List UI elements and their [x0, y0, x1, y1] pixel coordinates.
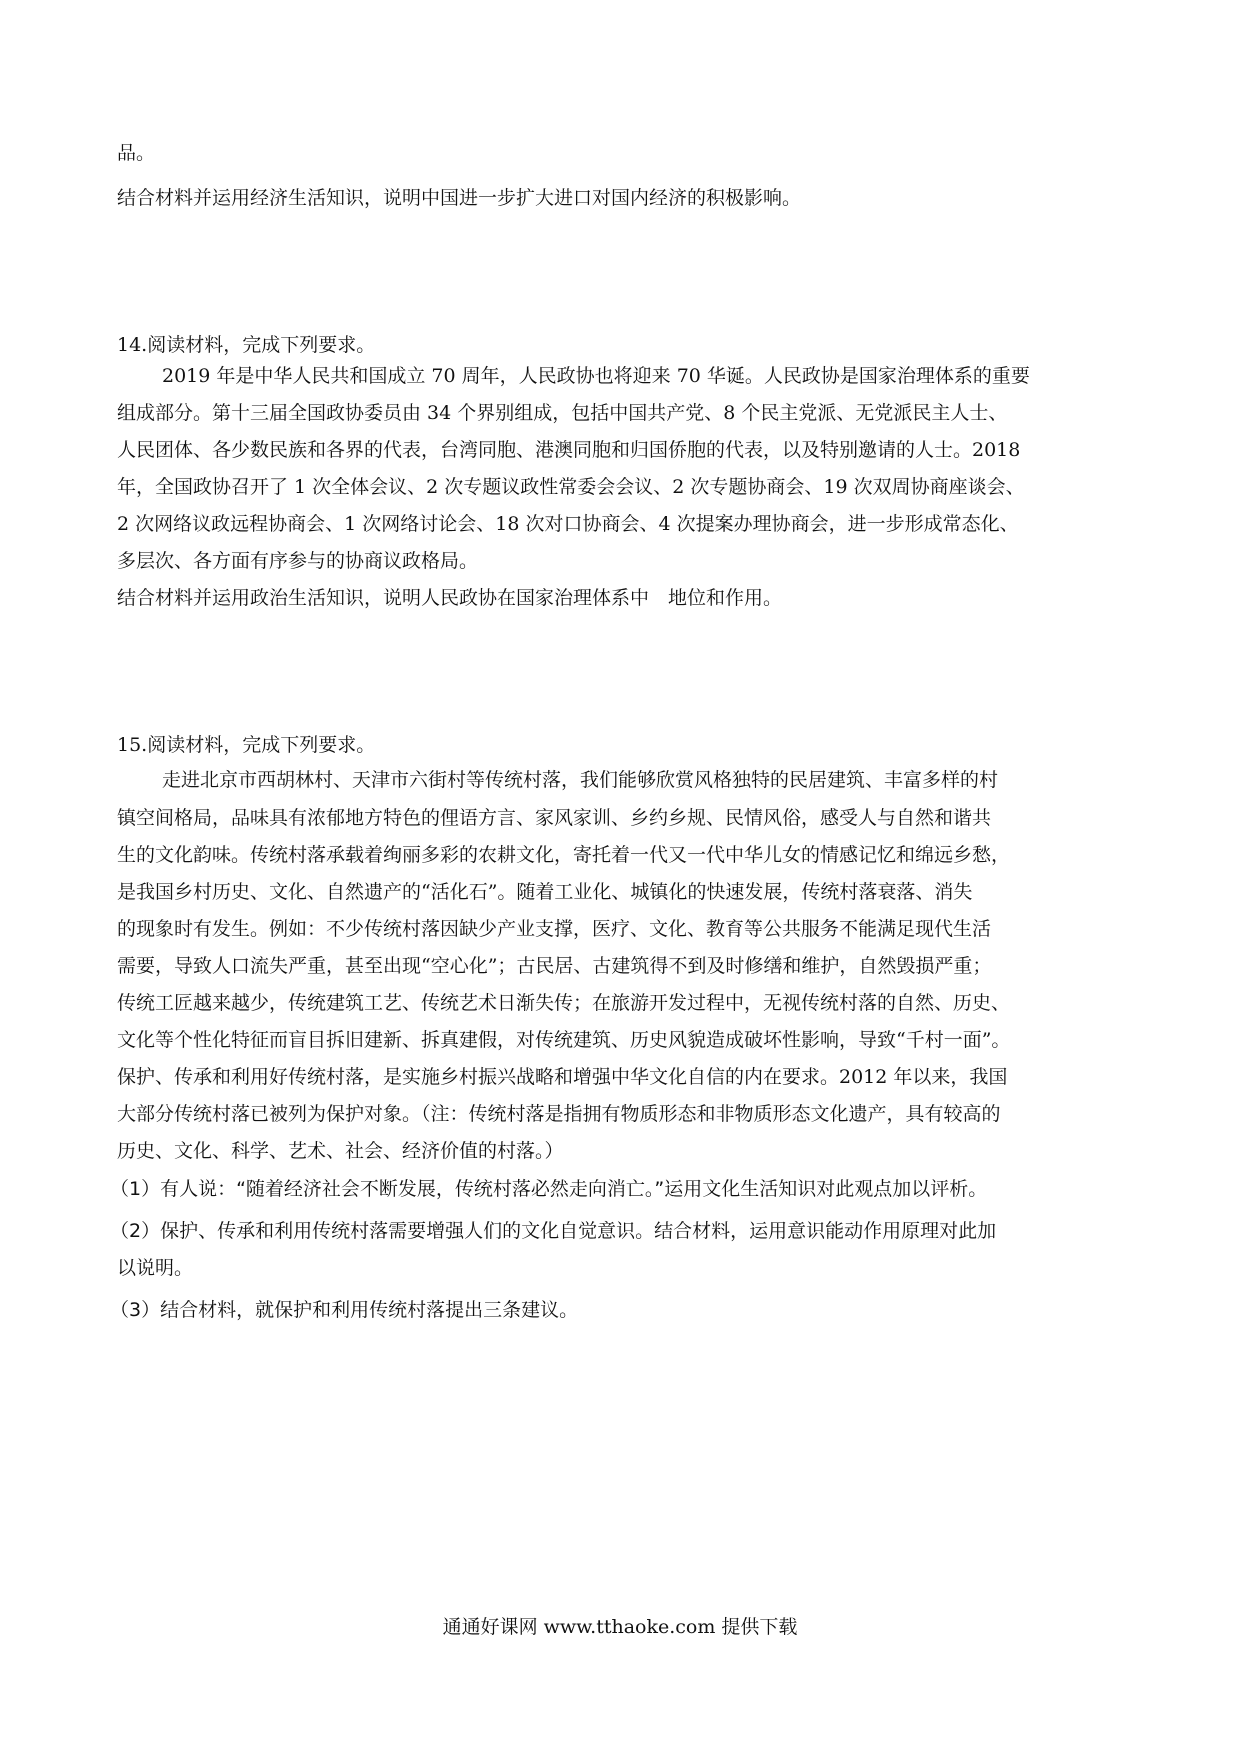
prev-question-tail: 品。	[117, 142, 156, 164]
q15-subquestion-1: （1）有人说：“随着经济社会不断发展，传统村落必然走向消亡。”运用文化生活知识对此观点加以评析。	[110, 1178, 988, 1200]
q15-material-line: 走进北京市西胡林村、天津市六街村等传统村落，我们能够欣赏风格独特的民居建筑、丰富多样的村	[162, 769, 999, 791]
q14-material-line: 2019 年是中华人民共和国成立 70 周年，人民政协也将迎来 70 华诞。人民政协是国家治理体系的重要	[162, 365, 1030, 387]
q14-material-line: 2 次网络议政远程协商会、1 次网络讨论会、18 次对口协商会、4 次提案办理协商会，进一步形成常态化、	[117, 513, 1019, 535]
q14-material-line: 多层次、各方面有序参与的协商议政格局。	[117, 550, 479, 572]
q15-material-line: 传统工匠越来越少，传统建筑工艺、传统艺术日渐失传；在旅游开发过程中，无视传统村落的自然、历史、	[117, 992, 1011, 1014]
q15-material-line: 历史、文化、科学、艺术、社会、经济价值的村落。）	[117, 1140, 564, 1162]
q15-heading: 15.阅读材料，完成下列要求。	[117, 734, 376, 756]
q15-material-line: 保护、传承和利用好传统村落，是实施乡村振兴战略和增强中华文化自信的内在要求。2012 年以来，我国	[117, 1066, 1008, 1088]
q15-material-line: 是我国乡村历史、文化、自然遗产的“活化石”。随着工业化、城镇化的快速发展，传统村落衰落、消失	[117, 881, 973, 903]
q15-material-line: 大部分传统村落已被列为保护对象。（注：传统村落是指拥有物质形态和非物质形态文化遗产，具有较高的	[117, 1103, 1001, 1125]
prev-question-instruction: 结合材料并运用经济生活知识，说明中国进一步扩大进口对国内经济的积极影响。	[117, 187, 802, 209]
q14-heading: 14.阅读材料，完成下列要求。	[117, 334, 376, 356]
q15-subquestion-2: （2）保护、传承和利用传统村落需要增强人们的文化自觉意识。结合材料，运用意识能动作用原理对此加	[110, 1220, 997, 1242]
q14-material-line: 人民团体、各少数民族和各界的代表，台湾同胞、港澳同胞和归国侨胞的代表，以及特别邀请的人士。2018	[117, 439, 1021, 461]
q15-material-line: 生的文化韵味。传统村落承载着绚丽多彩的农耕文化，寄托着一代又一代中华儿女的情感记忆和绵远乡愁，	[117, 844, 1011, 866]
q14-material-line: 年，全国政协召开了 1 次全体会议、2 次专题议政性常委会会议、2 次专题协商会、19 次双周协商座谈会、	[117, 476, 1025, 498]
q15-material-line: 的现象时有发生。例如：不少传统村落因缺少产业支撑，医疗、文化、教育等公共服务不能满足现代生活	[117, 918, 992, 940]
q15-material-line: 镇空间格局，品味具有浓郁地方特色的俚语方言、家风家训、乡约乡规、民情风俗，感受人与自然和谐共	[117, 807, 992, 829]
q14-material-line: 组成部分。第十三届全国政协委员由 34 个界别组成，包括中国共产党、8 个民主党派、无党派民主人士、	[117, 402, 1008, 424]
q15-material-line: 需要，导致人口流失严重，甚至出现“空心化”；古民居、古建筑得不到及时修缮和维护，自然毁损严重；	[117, 955, 992, 977]
page-footer: 通通好课网 www.tthaoke.com 提供下载	[442, 1616, 798, 1638]
q14-instruction: 结合材料并运用政治生活知识，说明人民政协在国家治理体系中 地位和作用。	[117, 587, 783, 609]
q15-subquestion-2-continuation: 以说明。	[117, 1257, 194, 1279]
q15-material-line: 文化等个性化特征而盲目拆旧建新、拆真建假，对传统建筑、历史风貌造成破坏性影响，导致“千村一面”。	[117, 1029, 1011, 1051]
q15-subquestion-3: （3）结合材料，就保护和利用传统村落提出三条建议。	[110, 1299, 579, 1321]
